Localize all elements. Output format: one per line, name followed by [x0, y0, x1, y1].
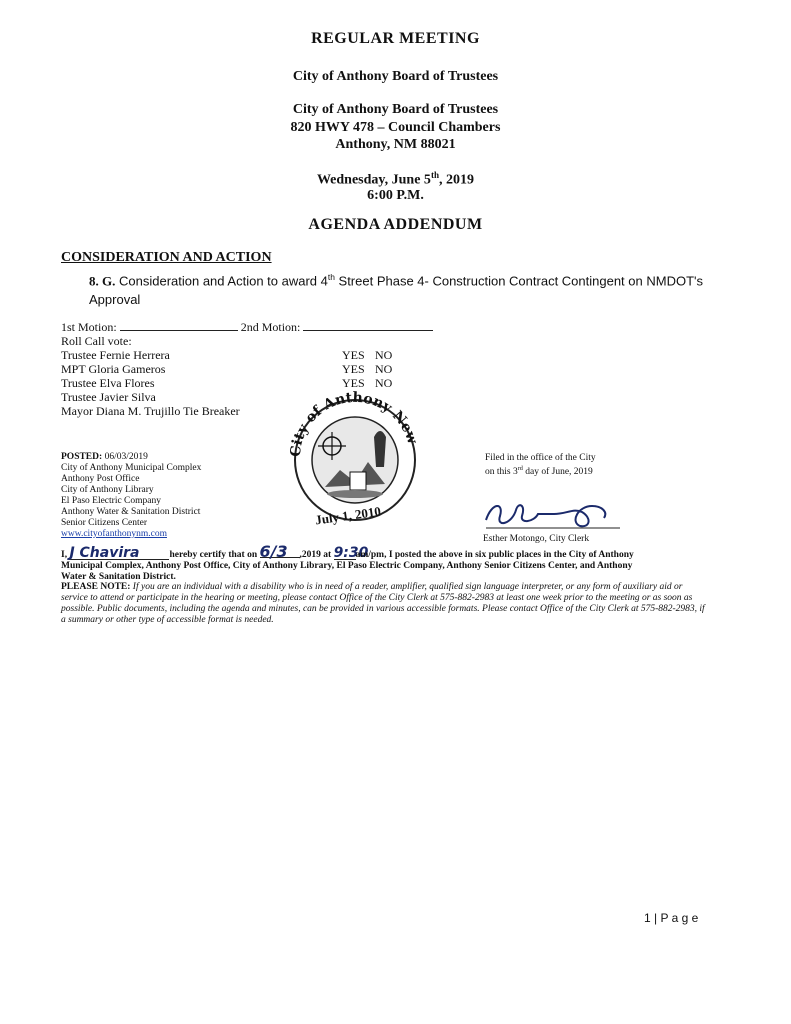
posted-location: Anthony Water & Sanitation District — [61, 507, 201, 517]
posted-block — [61, 452, 201, 540]
handwritten-date: 6/3 — [260, 546, 300, 558]
vote-yes: YES — [342, 376, 365, 390]
trustee-name: Trustee Fernie Herrera — [61, 348, 170, 362]
filed-block — [485, 453, 596, 478]
seal-date: July 1, 2010 — [314, 503, 382, 528]
posted-location: City of Anthony Municipal Complex — [61, 463, 202, 473]
trustee-name: MPT Gloria Gameros — [61, 362, 166, 376]
certify-block — [61, 542, 701, 583]
trustee-name: Trustee Javier Silva — [61, 390, 156, 404]
agenda-item: 8. G. Consideration and Action to award 4th Street Phase 4- Construction Contract Contingent on NMDOT's Approval — [89, 272, 703, 308]
posted-location: El Paso Electric Company — [61, 496, 161, 506]
board-name-2: City of Anthony Board of Trustees — [292, 102, 499, 117]
certify-line-1: I, J Chavira hereby certify that on 6/3 ,2019 at 9:30am/pm, I posted the above in six public places in the City of Anthony — [61, 542, 634, 561]
handwritten-name: J Chavira — [69, 548, 169, 560]
vote-yes: YES — [342, 362, 365, 376]
please-note — [61, 582, 707, 626]
first-motion: 1st Motion: 2nd Motion: — [61, 319, 433, 334]
trustee-name: Trustee Elva Flores — [61, 376, 155, 390]
vote-no: NO — [375, 348, 393, 362]
posted-location: Anthony Post Office — [61, 474, 140, 484]
meeting-title: REGULAR MEETING — [311, 30, 480, 47]
vote-no: NO — [375, 376, 393, 390]
posted-location: City of Anthony Library — [61, 485, 154, 495]
seal-arc-text: City of Anthony New — [287, 389, 421, 458]
roll-call-label: Roll Call vote: — [61, 334, 132, 348]
vote-row — [61, 362, 401, 376]
page-number: 1 | P a g e — [644, 911, 699, 925]
address-line-2: Anthony, NM 88021 — [335, 137, 456, 152]
board-name: City of Anthony Board of Trustees — [292, 69, 499, 84]
clerk-name: Esther Motongo, City Clerk — [483, 534, 590, 544]
second-motion-line — [303, 319, 433, 331]
certify-line-3: Water & Sanitation District. — [61, 572, 176, 582]
first-motion-line — [120, 319, 238, 331]
address-line-1: 820 HWY 478 – Council Chambers — [290, 120, 501, 135]
vote-yes: YES — [342, 348, 365, 362]
filed-line-1: Filed in the office of the City — [485, 453, 596, 463]
posted-date: POSTED: 06/03/2019 — [61, 452, 148, 462]
trustee-name: Mayor Diana M. Trujillo Tie Breaker — [61, 404, 240, 418]
handwritten-time: 9:30 — [333, 545, 369, 561]
certify-line-2: Municipal Complex, Anthony Post Office, City of Anthony Library, El Paso Electric Company, Anthony Senior Citizens Center, and Anthony — [61, 561, 633, 571]
meeting-time: 6:00 P.M. — [367, 188, 424, 203]
item-number: 8. G. — [89, 273, 116, 289]
meeting-date: Wednesday, June 5th, 2019 — [316, 170, 475, 188]
agenda-addendum-title: AGENDA ADDENDUM — [308, 216, 483, 233]
note-label: PLEASE NOTE: — [61, 582, 131, 592]
posted-location: Senior Citizens Center — [61, 518, 148, 528]
consideration-heading: CONSIDERATION AND ACTION — [61, 250, 272, 265]
website-link[interactable]: www.cityofanthonynm.com — [61, 529, 167, 539]
vote-row — [61, 348, 401, 362]
clerk-signature — [482, 498, 622, 530]
note-text: If you are an individual with a disability who is in need of a reader, amplifier, qualified sign language interpreter, or any form of auxiliary aid or service to attend or participate in the hearing or meeting, please contact Office of the City Clerk at 575-882-2983 at least one week prior to the meeting or as soon as possible. Public documents, including the agenda and minutes, can be provided in various accessible formats. Please contact Office of the City Clerk at 575-882-2983, if a summary or other type of accessible format is needed. — [61, 582, 705, 625]
vote-no: NO — [375, 362, 393, 376]
filed-line-2: on this 3rd day of June, 2019 — [485, 466, 593, 478]
